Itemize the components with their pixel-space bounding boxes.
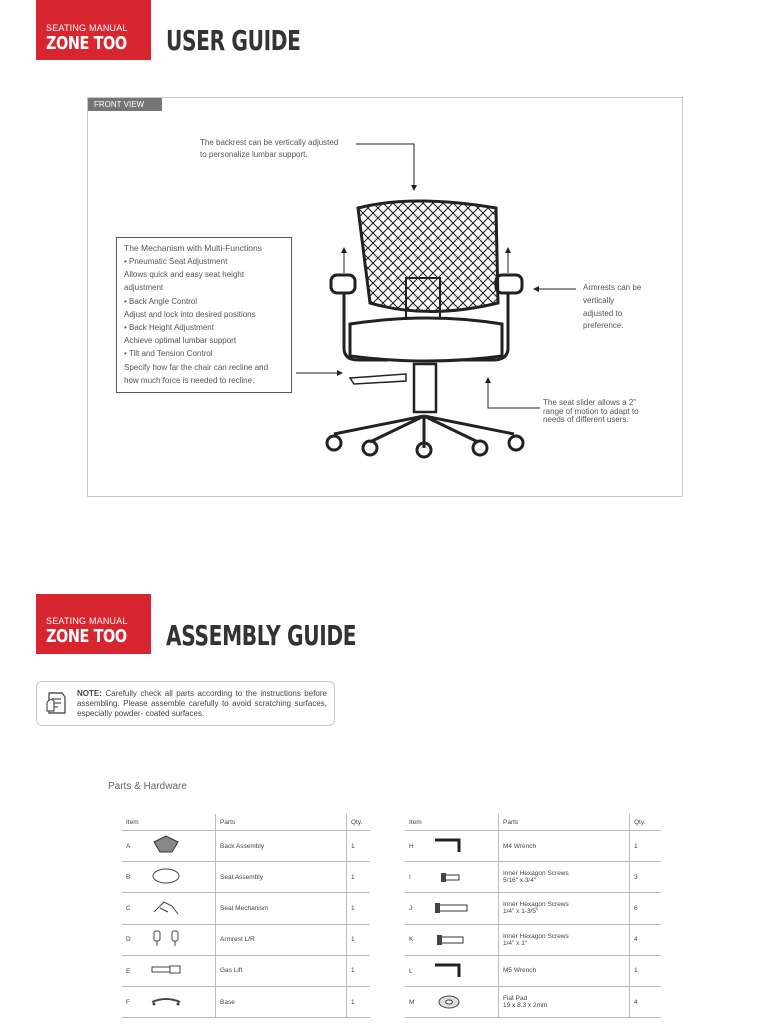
part-name: Back Assembly [220, 842, 265, 850]
item-cell [122, 955, 216, 986]
table-row [405, 893, 661, 924]
mechanism-line: Adjust and lock into desired positions [124, 309, 256, 319]
slider-note-line: The seat slider allows a 2" [543, 398, 637, 407]
armrest-note-line: adjusted to [583, 308, 623, 318]
base-icon [150, 990, 188, 1014]
mechanism-line: how much force is needed to recline. [124, 375, 255, 385]
part-name: Base [220, 998, 235, 1006]
armrest-note-line: preference. [583, 321, 624, 331]
parts-table-right [405, 814, 661, 1018]
chair-illustration [88, 98, 682, 496]
qty-cell: 1 [347, 924, 371, 955]
slider-note-line: range of motion to adapt to [543, 406, 639, 416]
table-row [122, 986, 370, 1017]
qty-cell: 3 [630, 862, 662, 893]
part-name: Inner Hexagon Screws [503, 870, 569, 878]
qty-cell: 1 [347, 862, 371, 893]
table-row [122, 831, 370, 862]
table-row [405, 955, 661, 986]
washer-icon [433, 990, 471, 1014]
item-letter: M [409, 998, 415, 1006]
part-name: Armrest L/R [220, 936, 255, 944]
part-cell [499, 862, 630, 893]
note-text [77, 689, 327, 719]
qty-cell: 6 [630, 893, 662, 924]
item-letter: C [126, 905, 131, 913]
slider-note-line: needs of different users. [543, 415, 629, 424]
part-cell [216, 986, 347, 1017]
part-name: Seat Assembly [220, 873, 263, 881]
part-cell [499, 955, 630, 986]
item-letter: L [409, 967, 413, 975]
item-cell [122, 986, 216, 1017]
part-name: Gas Lift [220, 967, 243, 975]
mechanism-line: Specify how far the chair can recline and [124, 362, 269, 372]
backrest-note-line: The backrest can be vertically adjusted [200, 138, 339, 147]
front-view-panel [87, 97, 683, 497]
item-letter: K [409, 936, 414, 944]
item-letter: D [126, 936, 131, 944]
page-title: USER GUIDE [166, 24, 301, 57]
mechanism-line: • Tilt and Tension Control [124, 349, 213, 359]
header-qty: Qty. [630, 814, 662, 831]
item-letter: A [126, 842, 131, 850]
note-icon [46, 691, 68, 715]
item-letter: J [409, 905, 413, 913]
qty-cell: 1 [347, 986, 371, 1017]
qty-cell: 1 [630, 955, 662, 986]
part-name: M5 Wrench [503, 967, 537, 975]
item-cell [405, 955, 499, 986]
assembly-title: ASSEMBLY GUIDE [166, 619, 357, 652]
part-size: 1/4" x 1-3/5" [503, 908, 539, 916]
table-row [405, 924, 661, 955]
mechanism-title: The Mechanism with Multi-Functions [124, 243, 262, 253]
backrest-note-line: to personalize lumbar support. [200, 150, 308, 159]
item-cell [405, 986, 499, 1017]
part-name: Flat Pad [503, 995, 528, 1003]
qty-cell: 4 [630, 924, 662, 955]
brand-name: ZONE TOO [46, 33, 127, 54]
mechanism-line: • Back Height Adjustment [124, 323, 214, 333]
item-cell [405, 831, 499, 862]
note-box [36, 681, 335, 726]
mechanism-line: • Back Angle Control [124, 296, 198, 306]
table-row [122, 862, 370, 893]
seat-assembly-icon [150, 865, 188, 889]
note-label: NOTE: [77, 689, 102, 698]
gas-lift-icon [150, 959, 188, 983]
item-letter: E [126, 967, 131, 975]
item-cell [122, 924, 216, 955]
part-name: Seat Mechanism [220, 904, 269, 912]
part-cell [216, 893, 347, 924]
parts-title: Parts & Hardware [108, 781, 187, 792]
seat-mechanism-icon [150, 896, 188, 920]
part-name: Inner Hexagon Screws [503, 901, 569, 909]
part-name: M4 Wrench [503, 842, 537, 850]
table-row [405, 862, 661, 893]
armrest-icon [150, 928, 188, 952]
mechanism-line: • Pneumatic Seat Adjustment [124, 257, 228, 266]
armrest-note-line: Armrests can be [583, 283, 642, 292]
mechanism-line: Achieve optimal lumbar support [124, 336, 237, 346]
slider-arrow [488, 378, 540, 408]
part-cell [216, 924, 347, 955]
item-cell [122, 893, 216, 924]
brand-name: ZONE TOO [46, 626, 127, 647]
item-letter: B [126, 874, 131, 881]
wrench-icon [433, 959, 471, 983]
part-name: Inner Hexagon Screws [503, 932, 569, 940]
table-header-row [405, 814, 661, 831]
table-row [122, 955, 370, 986]
part-cell [499, 986, 630, 1017]
header-parts: Parts [499, 814, 630, 831]
table-header-row [122, 814, 370, 831]
part-size: 1/4" x 1" [503, 939, 528, 947]
table-row [405, 986, 661, 1017]
part-cell [216, 862, 347, 893]
header-parts: Parts [216, 814, 347, 831]
screw-medium-icon [433, 928, 471, 952]
part-size: 5/16" x 3/4" [503, 877, 537, 885]
header-item: Item [122, 814, 216, 831]
item-letter: H [409, 842, 414, 850]
part-cell [499, 831, 630, 862]
item-cell [405, 924, 499, 955]
back-assembly-icon [150, 834, 188, 858]
part-cell [216, 831, 347, 862]
qty-cell: 1 [347, 831, 371, 862]
header-item: Item [405, 814, 499, 831]
part-size: 19 x 8.3 x 2mm [503, 1002, 548, 1010]
header-qty: Qty. [347, 814, 371, 831]
part-cell [499, 924, 630, 955]
front-view-tag: FRONT VIEW [88, 98, 162, 111]
screw-short-icon [433, 865, 471, 889]
item-cell [122, 862, 216, 893]
screw-long-icon [433, 896, 471, 920]
parts-table-left [122, 814, 370, 1018]
backrest-arrow [356, 144, 414, 190]
wrench-icon [433, 834, 471, 858]
qty-cell: 1 [347, 893, 371, 924]
armrest-note-line: vertically [583, 295, 615, 305]
mechanism-line: Allows quick and easy seat height [124, 270, 245, 280]
part-cell [499, 893, 630, 924]
brand-banner-2 [36, 594, 151, 654]
brand-subtitle: SEATING MANUAL [46, 616, 128, 626]
brand-banner [36, 0, 151, 60]
table-row [122, 893, 370, 924]
part-cell [216, 955, 347, 986]
brand-subtitle: SEATING MANUAL [46, 23, 128, 33]
item-cell [405, 893, 499, 924]
item-cell [405, 862, 499, 893]
qty-cell: 1 [347, 955, 371, 986]
note-body: Carefully check all parts according to the instructions before assembling. Please assemble carefully to avoid scratching surfaces, especially powder- coated surfaces. [77, 689, 327, 718]
qty-cell: 4 [630, 986, 662, 1017]
item-letter: I [409, 874, 411, 881]
mechanism-line: adjustment [124, 283, 164, 293]
table-row [405, 831, 661, 862]
item-letter: F [126, 998, 130, 1006]
item-cell [122, 831, 216, 862]
qty-cell: 1 [630, 831, 662, 862]
table-row [122, 924, 370, 955]
